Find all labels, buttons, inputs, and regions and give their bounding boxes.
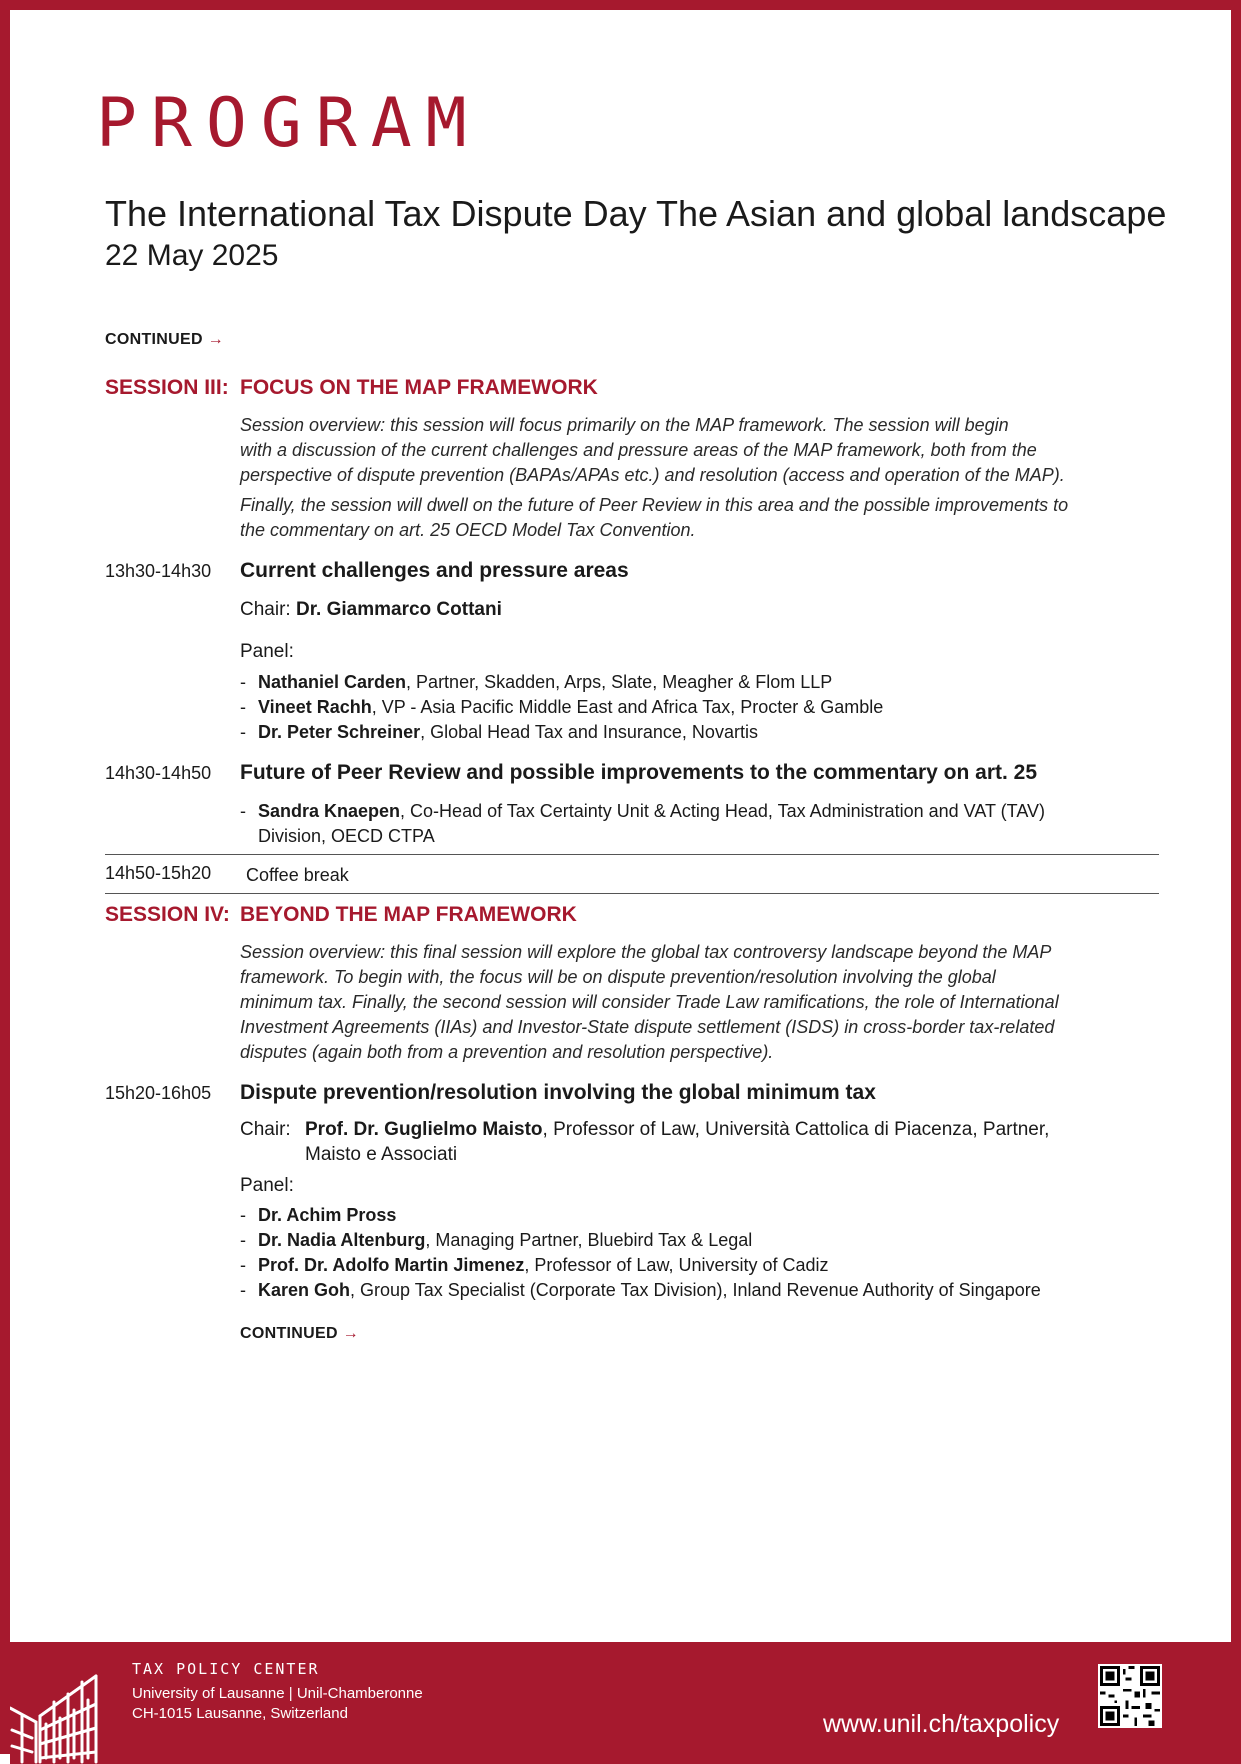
list-item: - Vineet Rachh, VP - Asia Pacific Middle East and Africa Tax, Procter & Gamble (240, 697, 884, 717)
address-line: University of Lausanne | Unil-Chamberonne (132, 1685, 423, 1702)
session4-label: SESSION IV: (105, 903, 230, 926)
speaker-role-cont: Division, OECD CTPA (258, 826, 435, 846)
chair-name: Dr. Giammarco Cottani (295, 599, 502, 620)
arrow-right-icon: → (342, 1325, 359, 1342)
session4-title: BEYOND THE MAP FRAMEWORK (240, 903, 577, 926)
event-title: The International Tax Dispute Day The Asian and global landscape (105, 193, 1167, 234)
panel-label: Panel: (240, 1175, 294, 1196)
overview-line: perspective of dispute prevention (BAPAs/APAs etc.) and resolution (access and operation of the MAP). (240, 465, 1065, 485)
footer-center-info (132, 1660, 423, 1724)
overview-line: Finally, the session will dwell on the future of Peer Review in this area and the possible improvements to (240, 495, 1069, 515)
overview-line: with a discussion of the current challenges and pressure areas of the MAP framework, both from the (240, 440, 1037, 460)
overview-line: minimum tax. Finally, the second session will consider Trade Law ramifications, the role of International (240, 992, 1059, 1012)
break-label: Coffee break (246, 865, 349, 885)
event-date: 22 May 2025 (105, 239, 279, 272)
list-item: - Sandra Knaepen, Co-Head of Tax Certainty Unit & Acting Head, Tax Administration and VAT (TAV) (240, 801, 1046, 821)
talk-title: Future of Peer Review and possible improvements to the commentary on art. 25 (240, 761, 1038, 784)
panelist-name: Karen Goh (258, 1280, 351, 1300)
list-item: - Prof. Dr. Adolfo Martin Jimenez, Professor of Law, University of Cadiz (240, 1255, 829, 1275)
page-title: PROGRAM (96, 84, 481, 163)
arrow-right-icon: → (207, 331, 224, 348)
overview-line: Session overview: this session will focus primarily on the MAP framework. The session will begin (240, 415, 1009, 435)
panelist-name: Dr. Achim Pross (258, 1205, 397, 1225)
panelist-role: , Global Head Tax and Insurance, Novartis (420, 722, 758, 742)
talk-title: Dispute prevention/resolution involving the global minimum tax (240, 1081, 876, 1104)
chair-label: Chair: (240, 1119, 291, 1140)
panelist-name: Dr. Nadia Altenburg (258, 1230, 426, 1250)
overview-line: disputes (again both from a prevention and resolution perspective). (240, 1042, 774, 1062)
session3-label: SESSION III: (105, 376, 229, 399)
footer (10, 1642, 1241, 1764)
panelist-role: , Partner, Skadden, Arps, Slate, Meagher & Flom LLP (406, 672, 833, 692)
overview-line: Investment Agreements (IIAs) and Investor-State dispute settlement (ISDS) in cross-border tax-related (240, 1017, 1055, 1037)
panelist-role: , Professor of Law, University of Cadiz (524, 1255, 829, 1275)
panelist-name: Nathaniel Carden (258, 672, 407, 692)
session3-title: FOCUS ON THE MAP FRAMEWORK (240, 376, 598, 399)
list-item: - Dr. Nadia Altenburg, Managing Partner, Bluebird Tax & Legal (240, 1230, 753, 1250)
unil-building-logo-icon (10, 1672, 105, 1764)
chair-name: Prof. Dr. Guglielmo Maisto (305, 1119, 543, 1140)
list-item: - Dr. Peter Schreiner, Global Head Tax and Insurance, Novartis (240, 722, 758, 742)
speaker-name: Sandra Knaepen (258, 801, 401, 821)
chair-label: Chair: (240, 599, 291, 620)
panelist-name: Vineet Rachh (258, 697, 372, 717)
overview-line: framework. To begin with, the focus will be on dispute prevention/resolution involving the global (240, 967, 996, 987)
overview-line: the commentary on art. 25 OECD Model Tax Convention. (240, 520, 696, 540)
panelist-name: Prof. Dr. Adolfo Martin Jimenez (258, 1255, 525, 1275)
talk-time: 14h30-14h50 (105, 763, 212, 783)
qr-code-icon[interactable] (1098, 1664, 1162, 1728)
panel-label: Panel: (240, 641, 294, 662)
chair-role: , Professor of Law, Università Cattolica di Piacenza, Partner, (542, 1119, 1050, 1140)
continued-label: CONTINUED (105, 331, 203, 348)
divider (105, 893, 1159, 894)
continued-top (105, 331, 224, 349)
continued-bottom (240, 1325, 359, 1343)
talk-time: 13h30-14h30 (105, 561, 212, 581)
talk-title: Current challenges and pressure areas (240, 559, 629, 582)
panelist-role: , VP - Asia Pacific Middle East and Africa Tax, Procter & Gamble (371, 697, 884, 717)
website-link[interactable]: www.unil.ch/taxpolicy (823, 1710, 1060, 1738)
panelist-role: , Managing Partner, Bluebird Tax & Legal (425, 1230, 753, 1250)
chair-role-cont: Maisto e Associati (305, 1144, 458, 1165)
center-name: TAX POLICY CENTER (132, 1660, 320, 1678)
address-line: CH-1015 Lausanne, Switzerland (132, 1705, 348, 1722)
panelist-name: Dr. Peter Schreiner (258, 722, 421, 742)
talk-time: 15h20-16h05 (105, 1083, 212, 1103)
divider (105, 854, 1159, 855)
list-item: - Karen Goh, Group Tax Specialist (Corporate Tax Division), Inland Revenue Authority of Singapore (240, 1280, 1041, 1300)
break-time: 14h50-15h20 (105, 863, 212, 883)
speaker-role: , Co-Head of Tax Certainty Unit & Acting Head, Tax Administration and VAT (TAV) (400, 801, 1046, 821)
list-item: - Nathaniel Carden, Partner, Skadden, Arps, Slate, Meagher & Flom LLP (240, 672, 833, 692)
panelist-role: , Group Tax Specialist (Corporate Tax Division), Inland Revenue Authority of Singapore (350, 1280, 1041, 1300)
overview-line: Session overview: this final session will explore the global tax controversy landscape beyond the MAP (240, 942, 1052, 962)
continued-label: CONTINUED (240, 1325, 338, 1342)
list-item: - Dr. Achim Pross (240, 1205, 397, 1225)
